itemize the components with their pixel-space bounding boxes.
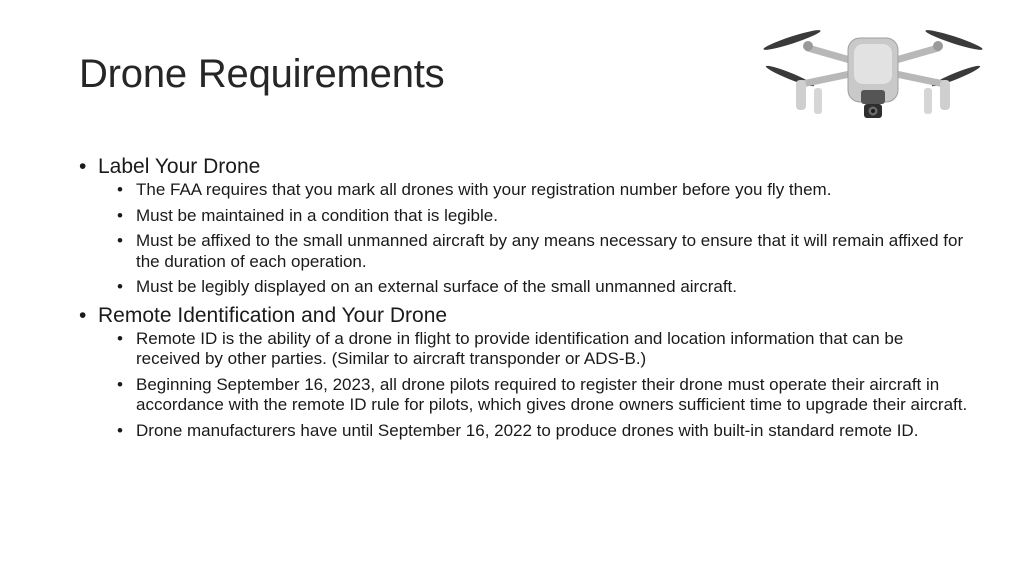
section-label-your-drone <box>79 154 969 298</box>
list-item-text: Beginning September 16, 2023, all drone pilots required to register their drone must operate their aircraft in accordance with the remote ID rule for pilots, which gives drone owners sufficient time to upgrade their aircraft. <box>136 374 968 414</box>
bullet-icon: • <box>117 420 123 440</box>
bullet-icon: • <box>79 155 87 178</box>
list-item <box>117 329 969 370</box>
slide-title: Drone Requirements <box>79 52 445 96</box>
list-item <box>117 206 969 227</box>
bullet-icon: • <box>79 303 87 327</box>
list-item-text: The FAA requires that you mark all drones with your registration number before you fly them. <box>136 180 832 199</box>
list-item-text: Drone manufacturers have until September 16, 2022 to produce drones with built-in standard remote ID. <box>136 420 919 440</box>
section-heading-text: Remote Identification and Your Drone <box>98 303 448 327</box>
slide-content <box>79 154 969 446</box>
bullet-icon: • <box>117 205 123 225</box>
list-item <box>117 421 969 442</box>
list-item-text: Must be legibly displayed on an external surface of the small unmanned aircraft. <box>136 277 737 296</box>
list-item <box>117 375 969 416</box>
drone-image <box>762 18 984 130</box>
bullet-list <box>117 329 969 442</box>
bullet-icon: • <box>117 374 123 394</box>
list-item <box>117 277 969 298</box>
section-heading <box>79 303 969 329</box>
bullet-icon: • <box>117 180 123 199</box>
bullet-list <box>117 180 969 298</box>
bullet-icon: • <box>117 328 123 348</box>
section-heading-text: Label Your Drone <box>98 155 261 178</box>
bullet-icon: • <box>117 277 123 296</box>
list-item-text: Must be affixed to the small unmanned aircraft by any means necessary to ensure that it will remain affixed for the duration of each operation. <box>136 231 964 271</box>
list-item <box>117 231 969 272</box>
list-item <box>117 180 969 201</box>
list-item-text: Must be maintained in a condition that is legible. <box>136 205 498 225</box>
section-remote-identification <box>79 303 969 442</box>
list-item-text: Remote ID is the ability of a drone in flight to provide identification and location information that can be received by other parties. (Similar to aircraft transponder or ADS-B.) <box>136 328 904 368</box>
section-heading <box>79 154 969 180</box>
bullet-icon: • <box>117 231 123 250</box>
